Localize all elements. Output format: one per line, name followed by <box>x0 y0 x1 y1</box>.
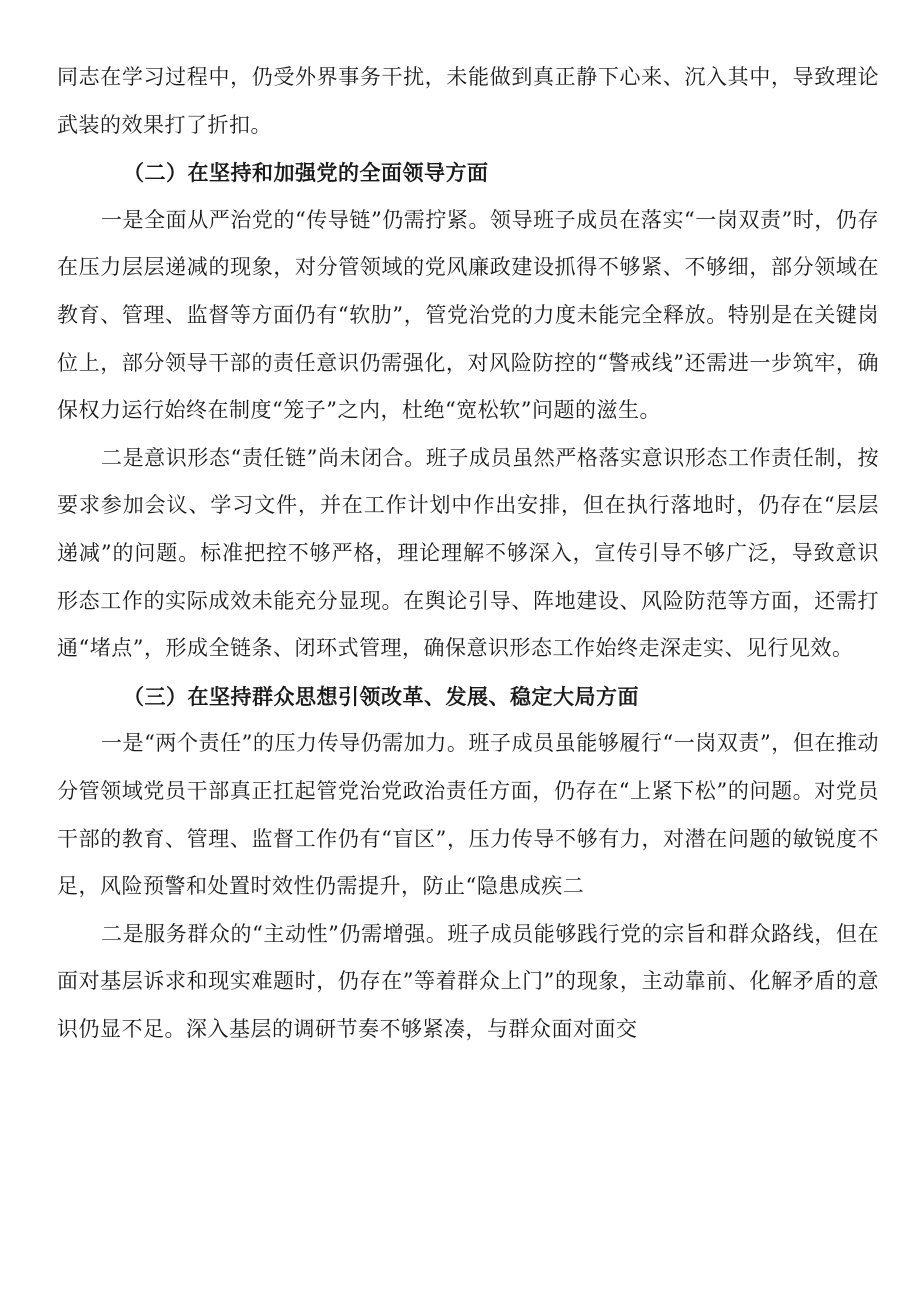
paragraph-party-governance: 一是全面从严治党的“传导链”仍需拧紧。领导班子成员在落实“一岗双责”时，仍存在压力层层递减的现象，对分管领域的党风廉政建设抓得不够紧、不够细，部分领域在教育、管理、监督等方面仍有“软肋”，管党治党的力度未能完全释放。特别是在关键岗位上，部分领导干部的责任意识仍需强化，对风险防控的“警戒线”还需进一步筑牢，确保权力运行始终在制度“笼子”之内，杜绝“宽松软”问题的滋生。 <box>57 207 879 423</box>
section-heading-2: （二）在坚持和加强党的全面领导方面 <box>123 160 489 186</box>
paragraph-two-responsibilities: 一是“两个责任”的压力传导仍需加力。班子成员虽能够履行“一岗双责”，但在推动分管领域党员干部真正扛起管党治党政治责任方面，仍存在“上紧下松”的问题。对党员干部的教育、管理、监督工作仍有“盲区”，压力传导不够有力，对潜在问题的敏锐度不足，风险预警和处置时效性仍需提升，防止“隐患成疾二 <box>57 731 879 899</box>
section-heading-3: （三）在坚持群众思想引领改革、发展、稳定大局方面 <box>123 683 639 709</box>
document-body <box>57 54 879 1053</box>
paragraph-continuation: 同志在学习过程中，仍受外界事务干扰，未能做到真正静下心来、沉入其中，导致理论武装的效果打了折扣。 <box>57 65 879 137</box>
paragraph-serving-masses: 二是服务群众的“主动性”仍需增强。班子成员能够践行党的宗旨和群众路线，但在面对基层诉求和现实难题时，仍存在”等着群众上门”的现象，主动靠前、化解矛盾的意识仍显不足。深入基层的调研节奏不够紧凑，与群众面对面交 <box>57 921 879 1041</box>
paragraph-ideology-responsibility: 二是意识形态“责任链”尚未闭合。班子成员虽然严格落实意识形态工作责任制，按要求参加会议、学习文件，并在工作计划中作出安排，但在执行落地时，仍存在“层层递减”的问题。标准把控不够严格，理论理解不够深入，宣传引导不够广泛，导致意识形态工作的实际成效未能充分显现。在舆论引导、阵地建设、风险防范等方面，还需打通“堵点”，形成全链条、闭环式管理，确保意识形态工作始终走深走实、见行见效。 <box>57 445 879 661</box>
